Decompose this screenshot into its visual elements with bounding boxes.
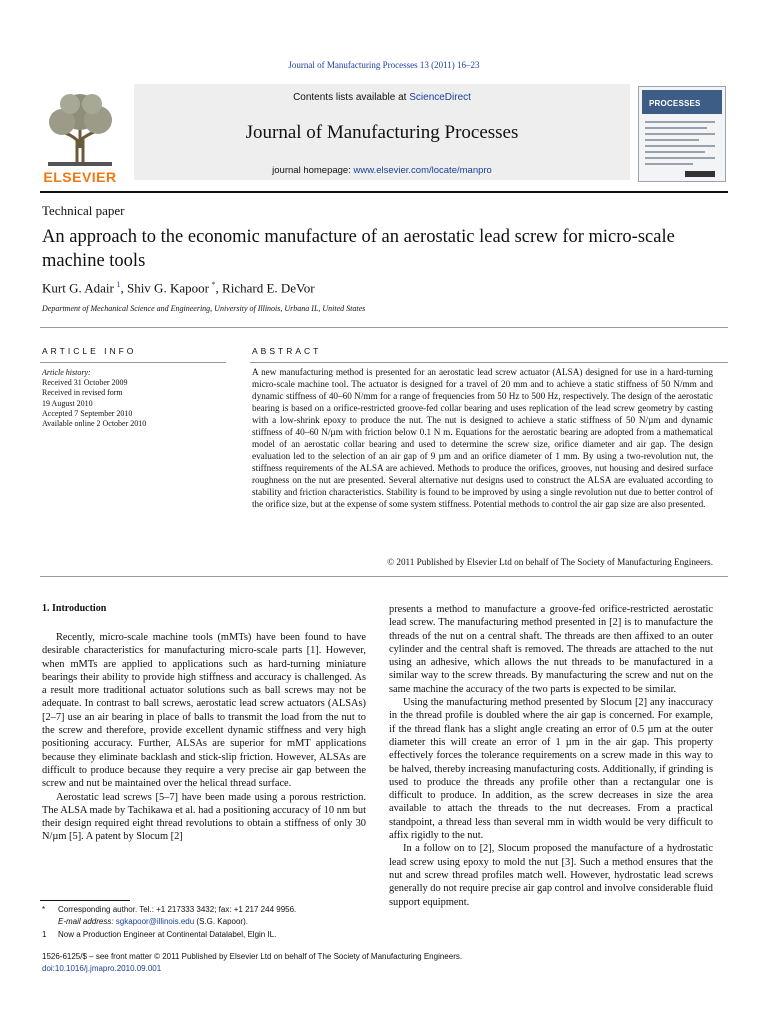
cover-text-line [645,133,715,135]
history-line: 19 August 2010 [42,398,93,408]
elsevier-wordmark: ELSEVIER [43,169,117,185]
footnote-mark: * [42,905,46,914]
contents-prefix: Contents lists available at [293,92,410,103]
article-info-rule [40,362,226,363]
author-name: Shiv G. Kapoor [126,280,209,296]
article-info-heading: ARTICLE INFO [42,346,137,356]
footnote-rule [40,900,130,901]
history-line: Accepted 7 September 2010 [42,408,133,418]
cover-text-line [645,121,715,123]
history-line: Received 31 October 2009 [42,378,128,388]
body-paragraph: Aerostatic lead screws [5–7] have been made using a porous restriction. The ALSA made by Tachikawa et al. had a positioning accuracy of 10 nm but their design required eight thread revolutions to obtain a stiffness of only 30 N/µm [5]. A patent by Slocum [2] [42,791,366,843]
body-paragraph: Recently, micro-scale machine tools (mMTs) have been found to have desirable characteristics for manufacturing micro-scale parts [1]. However, when mMTs are applied to applications such as hard-turning miniature bearings their ability to provide high stiffness and accuracy is challenged. As a result more traditional actuator solutions such as ball screws may not be adequate. In contrast to ball screws, aerostatic lead screw actuators (ALSAs) [2–7] use an air bearing in place of balls to transmit the load from the nut to the screw and therefore, provide excellent dynamic stiffness and very high positioning accuracy. Further, ALSAs are superior for mMT applications because they eliminate backlash and stick-slip friction. However, ALSAs are difficult to produce because they require a very precise air gap between the screw and nut be maintained over the helical thread surface. [42,632,366,790]
cover-text-line [645,163,693,165]
footnote-email-line [58,916,248,928]
body-paragraph: In a follow on to [2], Slocum proposed the manufacture of a hydrostatic lead screw using epoxy to mold the nut [3]. Such a method ensures that the nut and screw thread profiles match well. However, hydrostatic lead screws generally do not require precise air gap control and involve considerable fluid support equipment. [389,843,713,908]
abstract-bottom-rule [40,576,728,577]
author-affiliation: Department of Mechanical Science and Engineering, University of Illinois, Urbana IL, United States [42,304,366,313]
footnote-affiliation-change [42,929,366,941]
history-label: Article history: [42,368,91,377]
elsevier-logo [40,88,120,184]
footnote-corresponding [42,904,366,916]
cover-title: PROCESSES [649,99,701,108]
article-history [42,368,228,429]
history-line: Received in revised form [42,388,123,398]
author-list: Kurt G. Adair $^1$, Shiv G. Kapoor *, Richard E. DeVor [42,280,315,296]
section-heading-introduction: 1. Introduction [42,603,107,614]
cover-text-line [645,151,705,153]
abstract-rule [250,362,728,363]
section-rule [40,327,728,328]
author-footnote-mark[interactable]: * [211,280,216,289]
doi-link[interactable]: doi:10.1016/j.jmapro.2010.09.001 [42,964,162,973]
footnote-mark: 1 [42,929,47,939]
author-name: Richard E. DeVor [222,280,315,296]
cover-text-line [645,127,707,129]
abstract-heading: ABSTRACT [252,346,322,356]
footnote-text: Corresponding author. Tel.: +1 217333 3432; fax: +1 217 244 9956. [58,905,297,914]
journal-homepage-line [134,165,630,176]
contents-available-line [134,92,630,103]
author-name: Kurt G. Adair [42,280,114,296]
cover-barcode [685,171,715,177]
journal-reference[interactable]: Journal of Manufacturing Processes 13 (2011) 16–23 [288,60,480,70]
body-paragraph: presents a method to manufacture a groove-fed orifice-restricted aerostatic lead screw. The manufacturing method presented in [2] is to manufacture the threads of the nut on a central shaft. The threads are then affixed to an outer cylinder and the central shaft is removed. The threads are attached to the nut using an adhesive, which allows the nut threads to be manufactured in a similar way to the screw threads. By manufacturing the screw and nut on the same machine the accuracy of the two parts is expected to be similar. [389,604,713,695]
article-type: Technical paper [42,203,125,218]
body-paragraph: Using the manufacturing method presented by Slocum [2] any inaccuracy in the thread profile is doubled where the air gap is concerned. For example, if the thread flank has a slight angle creating an error of 0.5 µm at the outer diameter this will create an error of 1 µm in the air gap. This property effectively forces the tolerance requirements on a screw made in this way to be halved, thereby increasing manufacturing costs. Additionally, if grinding is used to produce the threads any profile other than a rectangular one is difficult to produce. In addition, as the screw decreases in size the area available to attach the threads to the nut decreases. From a practical standpoint, a thread less than several mm in width would be very difficult to affix rigidly to the nut. [389,697,713,842]
header-rule [40,191,728,193]
abstract-copyright: © 2011 Published by Elsevier Ltd on behalf of The Society of Manufacturing Engineers. [387,557,713,567]
footnotes [42,904,366,941]
front-matter-footer [42,951,462,975]
history-line: Available online 2 October 2010 [42,419,147,429]
journal-title: Journal of Manufacturing Processes [245,122,519,143]
cover-text-line [645,145,715,147]
abstract-body: A new manufacturing method is presented for an aerostatic lead screw actuator (ALSA) designed for use in a hard-turning micro-scale machine tool. The actuator is designed for a travel of 20 mm and to achieve a static stiffness of 50 N/mm and dynamic stiffness of 40–60 N/mm for a range of frequencies from 50 Hz to 500 Hz, respectively. The design of the aerostatic bearing is based on a orifice-restricted groove-fed collar bearing and uses replication of the lead screw geometry by casting with a low-shrink epoxy to produce the nut. The nut is designed to achieve a static stiffness of 50 N/µm and dynamic stiffness of 40–60 N/µm with friction below 0.1 N m. Equations for the aerostatic bearing are adopted from a mathematical model of an aerostatic collar bearing and used to determine the screw size, orifice diameter and air gap. The design evaluation led to the selection of an air gap of 9 µm and an orifice diameter of 1 mm. By using a two-revolution nut, the stiffness requirements of the ALSA are achieved. Methods to produce the orifices, grooves, nut housing and desired surface roughness on the nut are presented. Several alternative nut designs used to construct the ALSA are evaluated according to stability and friction characteristics. Stability is found to be improved by using a single revolution nut due to better control of the orifice size, but at the expense of some system stiffness. Potential methods to control the air gap size are also presented. [252,367,713,509]
author-footnote-mark[interactable]: 1 [116,280,121,289]
article-title: An approach to the economic manufacture of an aerostatic lead screw for micro-scale machine tools [42,227,675,271]
cover-text-line [645,157,715,159]
email-label: E-mail address: [58,917,116,927]
journal-homepage-link[interactable]: www.elsevier.com/locate/manpro [353,165,492,176]
journal-cover-thumbnail [638,86,726,182]
cover-text-line [645,139,699,141]
masthead-panel [134,84,630,180]
body-column-right [389,603,713,909]
footnote-email [42,916,366,928]
email-link[interactable]: sgkapoor@illinois.edu [115,917,195,927]
homepage-prefix: journal homepage: [272,165,354,176]
email-suffix: (S.G. Kapoor). [194,917,248,927]
journal-masthead [40,84,728,186]
issn-line: 1526-6125/$ – see front matter © 2011 Published by Elsevier Ltd on behalf of The Society of Manufacturing Engineers. [42,952,463,961]
elsevier-tree-icon [40,88,120,168]
body-column-left [42,631,366,844]
sciencedirect-link[interactable]: ScienceDirect [409,92,471,103]
footnote-text: Now a Production Engineer at Continental Datalabel, Elgin IL. [58,929,277,939]
